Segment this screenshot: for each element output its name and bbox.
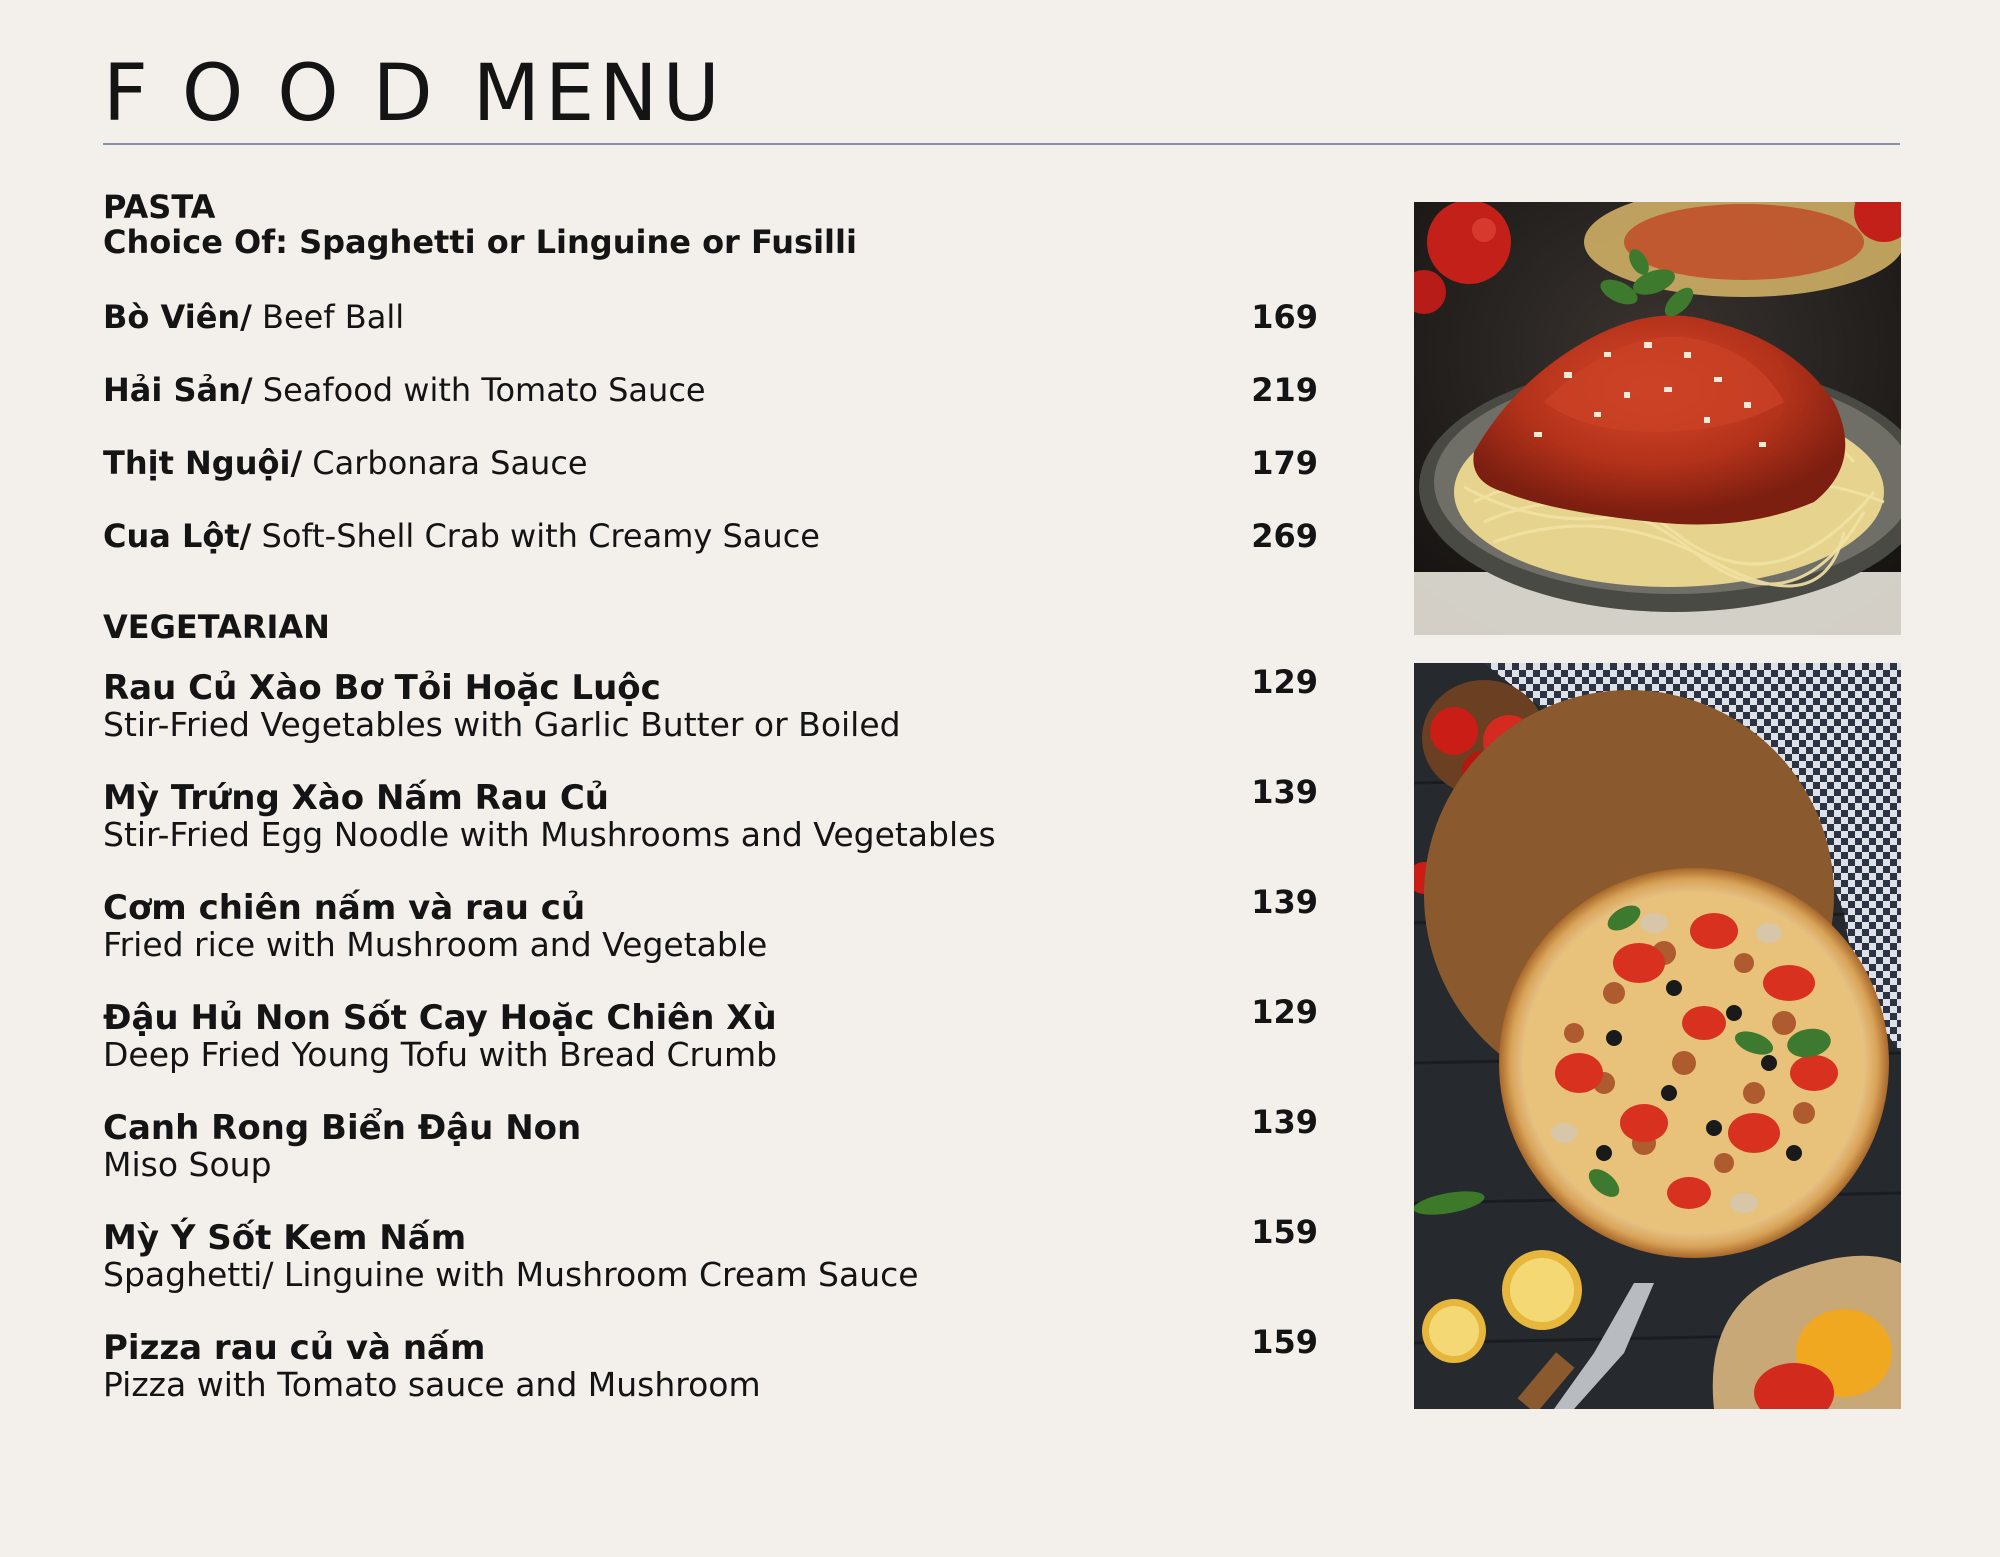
- item-price: 129: [1251, 663, 1318, 701]
- menu-title-menu: MENU: [472, 49, 725, 139]
- spaghetti-image: [1414, 202, 1901, 635]
- vegetarian-heading: VEGETARIAN: [103, 608, 330, 646]
- item-name-en: Beef Ball: [251, 298, 405, 336]
- item-name-en: Stir-Fried Vegetables with Garlic Butter or Boiled: [103, 705, 901, 744]
- item-price: 269: [1251, 517, 1318, 555]
- item-name-en: Spaghetti/ Linguine with Mushroom Cream Sauce: [103, 1255, 919, 1294]
- item-name-vi: Hải Sản/: [103, 371, 253, 409]
- item-price: 169: [1251, 298, 1318, 336]
- item-name-vi: Thịt Nguội/: [103, 444, 303, 482]
- item-price: 139: [1251, 1103, 1318, 1141]
- menu-item-veg-3: [103, 883, 1318, 972]
- item-name-vi: Cua Lột/: [103, 517, 252, 555]
- item-name-en: Deep Fried Young Tofu with Bread Crumb: [103, 1035, 778, 1074]
- pasta-heading: PASTA: [103, 188, 216, 226]
- item-name-en: Carbonara Sauce: [302, 444, 588, 482]
- menu-item-pasta-4: [103, 516, 1318, 560]
- item-price: 179: [1251, 444, 1318, 482]
- pizza-photo: [1414, 663, 1901, 1409]
- spaghetti-photo: [1414, 202, 1901, 635]
- item-name-en: Seafood with Tomato Sauce: [252, 371, 706, 409]
- menu-item-veg-5: [103, 1103, 1318, 1192]
- item-name-en: Soft-Shell Crab with Creamy Sauce: [251, 517, 820, 555]
- pizza-image: [1414, 663, 1901, 1409]
- item-price: 159: [1251, 1213, 1318, 1251]
- pasta-subheading: Choice Of: Spaghetti or Linguine or Fusilli: [103, 223, 857, 261]
- item-name-vi: Canh Rong Biển Đậu Non: [103, 1108, 582, 1148]
- item-name-en: Pizza with Tomato sauce and Mushroom: [103, 1365, 761, 1404]
- item-name-vi: Cơm chiên nấm và rau củ: [103, 888, 586, 928]
- item-price: 159: [1251, 1323, 1318, 1361]
- menu-item-veg-1: [103, 663, 1318, 752]
- item-name-vi: Mỳ Ý Sốt Kem Nấm: [103, 1218, 467, 1258]
- item-price: 139: [1251, 883, 1318, 921]
- menu-title: [103, 48, 725, 140]
- menu-item-pasta-1: [103, 297, 1318, 341]
- item-name-en: Fried rice with Mushroom and Vegetable: [103, 925, 768, 964]
- menu-title-food: FOOD: [103, 49, 467, 139]
- item-name-vi: Pizza rau củ và nấm: [103, 1328, 486, 1368]
- item-name-vi: Bò Viên/: [103, 298, 252, 336]
- item-price: 129: [1251, 993, 1318, 1031]
- menu-item-veg-7: [103, 1323, 1318, 1412]
- menu-item-veg-4: [103, 993, 1318, 1082]
- menu-item-veg-6: [103, 1213, 1318, 1302]
- item-name-en: Miso Soup: [103, 1145, 272, 1184]
- item-price: 139: [1251, 773, 1318, 811]
- menu-item-pasta-2: [103, 370, 1318, 414]
- item-name-vi: Rau Củ Xào Bơ Tỏi Hoặc Luộc: [103, 668, 661, 708]
- item-name-en: Stir-Fried Egg Noodle with Mushrooms and Vegetables: [103, 815, 996, 854]
- menu-item-veg-2: [103, 773, 1318, 862]
- menu-item-pasta-3: [103, 443, 1318, 487]
- item-price: 219: [1251, 371, 1318, 409]
- title-divider: [103, 143, 1900, 145]
- item-name-vi: Đậu Hủ Non Sốt Cay Hoặc Chiên Xù: [103, 998, 777, 1038]
- item-name-vi: Mỳ Trứng Xào Nấm Rau Củ: [103, 778, 609, 818]
